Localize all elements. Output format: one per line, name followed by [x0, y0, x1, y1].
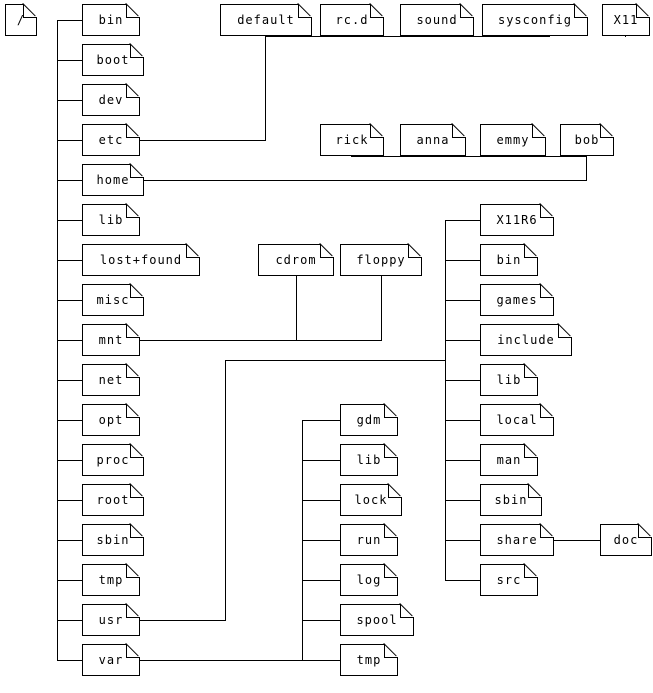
connector-line: [225, 360, 445, 361]
folded-corner-icon: [540, 524, 554, 538]
connector-line: [57, 300, 82, 301]
folder-node-varlib[interactable]: [340, 444, 398, 476]
folder-node-include[interactable]: [480, 324, 572, 356]
folder-node-root[interactable]: [5, 4, 37, 36]
folder-node-label: proc: [96, 453, 130, 467]
folder-node-share[interactable]: [480, 524, 554, 556]
folder-node-label: opt: [98, 413, 124, 427]
folder-node-label: mnt: [98, 333, 124, 347]
connector-line: [445, 500, 480, 501]
folder-node-label: share: [496, 533, 538, 547]
connector-line: [302, 420, 340, 421]
connector-line: [57, 220, 82, 221]
connector-line: [57, 580, 82, 581]
folded-corner-icon: [186, 244, 200, 258]
folded-corner-icon: [558, 324, 572, 338]
connector-line: [302, 580, 340, 581]
connector-line: [534, 36, 535, 37]
connector-line: [445, 580, 480, 581]
folder-node-label: games: [496, 293, 538, 307]
connector-line: [57, 180, 82, 181]
folded-corner-icon: [574, 4, 588, 18]
connector-line: [57, 20, 82, 21]
connector-line: [57, 660, 82, 661]
folded-corner-icon: [126, 604, 140, 618]
folded-corner-icon: [524, 364, 538, 378]
folder-node-label: rick: [335, 133, 369, 147]
folder-node-dev[interactable]: [82, 84, 140, 116]
connector-line: [351, 156, 352, 157]
folder-node-label: /: [16, 13, 26, 27]
folded-corner-icon: [400, 604, 414, 618]
folder-node-label: include: [497, 333, 555, 347]
connector-line: [586, 156, 587, 157]
folder-node-gdm[interactable]: [340, 404, 398, 436]
folder-node-label: sound: [416, 13, 458, 27]
connector-line: [57, 380, 82, 381]
connector-line: [57, 540, 82, 541]
folder-node-label: floppy: [356, 253, 406, 267]
folder-node-local[interactable]: [480, 404, 554, 436]
folder-node-label: X11R6: [496, 213, 538, 227]
folder-node-label: local: [496, 413, 538, 427]
folder-node-label: tmp: [98, 573, 124, 587]
folder-node-floppy[interactable]: [340, 244, 422, 276]
folder-node-sysconfig[interactable]: [482, 4, 588, 36]
folder-node-opt[interactable]: [82, 404, 140, 436]
connector-line: [57, 60, 82, 61]
folder-node-label: root: [96, 493, 130, 507]
folded-corner-icon: [532, 124, 546, 138]
folded-corner-icon: [452, 124, 466, 138]
folder-node-src[interactable]: [480, 564, 538, 596]
folded-corner-icon: [126, 84, 140, 98]
folder-node-label: bin: [496, 253, 522, 267]
folded-corner-icon: [540, 404, 554, 418]
folder-node-label: cdrom: [275, 253, 317, 267]
connector-line: [445, 380, 480, 381]
folder-node-label: dev: [98, 93, 124, 107]
connector-line: [302, 500, 340, 501]
folder-node-boot[interactable]: [82, 44, 144, 76]
connector-line: [57, 140, 82, 141]
folder-node-x11[interactable]: [602, 4, 650, 36]
folder-node-label: src: [496, 573, 522, 587]
folder-node-sbin[interactable]: [82, 524, 144, 556]
connector-line: [445, 420, 480, 421]
connector-line: [445, 340, 480, 341]
connector-line: [225, 360, 226, 621]
folder-node-label: bob: [574, 133, 600, 147]
folded-corner-icon: [384, 644, 398, 658]
folded-corner-icon: [384, 524, 398, 538]
folder-node-bin[interactable]: [82, 4, 140, 36]
folded-corner-icon: [540, 284, 554, 298]
folder-node-lib[interactable]: [82, 204, 140, 236]
connector-line: [265, 36, 266, 37]
folder-node-x11r6[interactable]: [480, 204, 554, 236]
folder-node-doc[interactable]: [600, 524, 652, 556]
folder-node-sound[interactable]: [400, 4, 474, 36]
connector-line: [302, 460, 340, 461]
folder-node-emmy[interactable]: [480, 124, 546, 156]
folder-node-vartmp[interactable]: [340, 644, 398, 676]
folded-corner-icon: [540, 204, 554, 218]
folder-node-rick[interactable]: [320, 124, 384, 156]
folder-node-var[interactable]: [82, 644, 140, 676]
connector-line: [554, 540, 600, 541]
folder-node-label: doc: [613, 533, 639, 547]
folder-node-label: gdm: [356, 413, 382, 427]
folder-node-label: sbin: [494, 493, 528, 507]
folder-node-games[interactable]: [480, 284, 554, 316]
connector-line: [57, 260, 82, 261]
folded-corner-icon: [460, 4, 474, 18]
connector-line: [445, 220, 480, 221]
connector-line: [351, 156, 587, 157]
connector-line: [381, 276, 382, 341]
folded-corner-icon: [126, 564, 140, 578]
folder-node-label: default: [237, 13, 295, 27]
connector-line: [625, 36, 626, 37]
folded-corner-icon: [126, 204, 140, 218]
folder-node-label: man: [496, 453, 522, 467]
folder-node-label: X11: [613, 13, 639, 27]
folder-node-usrlib[interactable]: [480, 364, 538, 396]
folder-node-run[interactable]: [340, 524, 398, 556]
folded-corner-icon: [126, 4, 140, 18]
folder-node-usr[interactable]: [82, 604, 140, 636]
folder-node-proc[interactable]: [82, 444, 144, 476]
connector-line: [57, 500, 82, 501]
folder-node-label: var: [98, 653, 124, 667]
folder-node-label: bin: [98, 13, 124, 27]
folder-node-label: anna: [416, 133, 450, 147]
folder-node-label: sysconfig: [497, 13, 573, 27]
connector-line: [302, 620, 340, 621]
connector-line: [140, 340, 296, 341]
connector-line: [512, 156, 513, 157]
folded-corner-icon: [298, 4, 312, 18]
folder-node-label: run: [356, 533, 382, 547]
connector-line: [351, 36, 352, 37]
connector-line: [302, 660, 340, 661]
folder-node-rootdir[interactable]: [82, 484, 144, 516]
folded-corner-icon: [408, 244, 422, 258]
folded-corner-icon: [384, 444, 398, 458]
folder-node-usrbin[interactable]: [480, 244, 538, 276]
folder-node-label: home: [96, 173, 130, 187]
folder-node-bob[interactable]: [560, 124, 614, 156]
folder-node-lock[interactable]: [340, 484, 402, 516]
folder-node-rcd[interactable]: [320, 4, 384, 36]
folded-corner-icon: [126, 404, 140, 418]
connector-line: [445, 540, 480, 541]
connector-line: [432, 156, 433, 157]
folder-node-cdrom[interactable]: [258, 244, 334, 276]
connector-line: [140, 140, 266, 141]
connector-line: [302, 540, 340, 541]
folder-node-label: lib: [98, 213, 124, 227]
folder-node-usrsbin[interactable]: [480, 484, 542, 516]
folded-corner-icon: [524, 564, 538, 578]
folder-node-man[interactable]: [480, 444, 538, 476]
folded-corner-icon: [126, 124, 140, 138]
connector-line: [445, 220, 446, 580]
folder-node-default[interactable]: [220, 4, 312, 36]
folder-node-etc[interactable]: [82, 124, 140, 156]
folder-node-anna[interactable]: [400, 124, 466, 156]
connector-line: [436, 36, 437, 37]
folder-node-log[interactable]: [340, 564, 398, 596]
folder-node-label: boot: [96, 53, 130, 67]
folded-corner-icon: [320, 244, 334, 258]
folded-corner-icon: [126, 324, 140, 338]
folded-corner-icon: [126, 644, 140, 658]
folded-corner-icon: [384, 564, 398, 578]
connector-line: [57, 340, 82, 341]
connector-line: [445, 260, 480, 261]
connector-line: [57, 620, 82, 621]
folder-node-mnt[interactable]: [82, 324, 140, 356]
connector-line: [296, 340, 382, 341]
connector-line: [143, 180, 587, 181]
folder-node-label: emmy: [496, 133, 530, 147]
folded-corner-icon: [524, 244, 538, 258]
connector-line: [57, 420, 82, 421]
folder-node-label: lib: [356, 453, 382, 467]
folder-node-net[interactable]: [82, 364, 140, 396]
folder-node-home[interactable]: [82, 164, 144, 196]
connector-line: [57, 460, 82, 461]
connector-line: [265, 36, 550, 37]
folder-node-lostfound[interactable]: [82, 244, 200, 276]
folder-node-label: usr: [98, 613, 124, 627]
folder-node-label: etc: [98, 133, 124, 147]
connector-line: [296, 276, 297, 341]
folder-node-label: lib: [496, 373, 522, 387]
folded-corner-icon: [126, 364, 140, 378]
folder-node-label: lost+found: [99, 253, 183, 267]
folder-node-label: sbin: [96, 533, 130, 547]
connector-line: [265, 36, 266, 141]
connector-line: [445, 300, 480, 301]
folded-corner-icon: [384, 404, 398, 418]
connector-line: [140, 620, 225, 621]
folder-node-label: tmp: [356, 653, 382, 667]
connector-line: [445, 460, 480, 461]
folder-node-label: net: [98, 373, 124, 387]
folder-node-tmp[interactable]: [82, 564, 140, 596]
folder-node-label: log: [356, 573, 382, 587]
folder-node-label: lock: [354, 493, 388, 507]
folded-corner-icon: [524, 444, 538, 458]
folder-node-label: rc.d: [335, 13, 369, 27]
connector-line: [586, 156, 587, 181]
folder-node-misc[interactable]: [82, 284, 144, 316]
connector-line: [57, 100, 82, 101]
folder-node-spool[interactable]: [340, 604, 414, 636]
folder-node-label: spool: [356, 613, 398, 627]
folder-node-label: misc: [96, 293, 130, 307]
